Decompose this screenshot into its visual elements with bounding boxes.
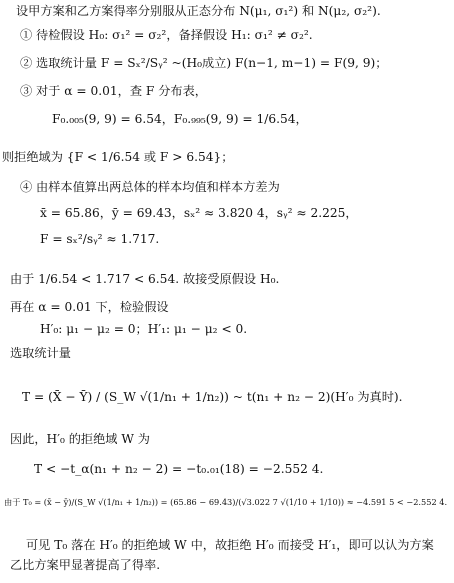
text-line: F = sₓ²/sᵧ² ≈ 1.717. — [40, 232, 160, 246]
text-line: F₀.₀₀₅(9, 9) = 6.54，F₀.₉₉₅(9, 9) = 1/6.54， — [52, 112, 308, 126]
text-line: 设甲方案和乙方案得率分别服从正态分布 N(μ₁, σ₁²) 和 N(μ₂, σ₂²). — [16, 4, 381, 18]
text-line: T < −t_α(n₁ + n₂ − 2) = −t₀.₀₁(18) = −2.552 4. — [34, 462, 324, 476]
text-line: 选取统计量 — [10, 346, 71, 360]
text-line: T = (X̄ − Ȳ) / (S_W √(1/n₁ + 1/n₂)) ~ t(n₁ + n₂ − 2)(H′₀ 为真时). — [22, 390, 403, 404]
text-line: 由于 1/6.54 < 1.717 < 6.54. 故接受原假设 H₀. — [10, 272, 280, 286]
text-line: 则拒绝域为 {F < 1/6.54 或 F > 6.54}； — [2, 150, 234, 164]
text-line: ① 待检假设 H₀: σ₁² = σ₂²，备择假设 H₁: σ₁² ≠ σ₂². — [20, 28, 313, 42]
text-line: 乙比方案甲显著提高了得率. — [10, 558, 161, 572]
text-line: 再在 α = 0.01 下，检验假设 — [10, 300, 169, 314]
text-line: 由于 T₀ = (x̄ − ȳ)/(S_W √(1/n₁ + 1/n₂)) = (65.86 − 69.43)/(√3.022 7 √(1/10 + 1/10)) ≈ −4.591 5 < −2.552 4. — [4, 497, 448, 507]
text-line: 可见 T₀ 落在 H′₀ 的拒绝域 W 中，故拒绝 H′₀ 而接受 H′₁，即可以认为方案 — [26, 538, 434, 552]
text-line: ③ 对于 α = 0.01，查 F 分布表， — [20, 84, 207, 98]
text-line: ② 选取统计量 F = Sₓ²/Sᵧ² ~(H₀成立) F(n−1, m−1) = F(9, 9)； — [20, 56, 388, 70]
text-line: x̄ = 65.86，ȳ = 69.43，sₓ² ≈ 3.820 4，sᵧ² ≈ 2.225， — [40, 206, 358, 220]
text-line: ④ 由样本值算出两总体的样本均值和样本方差为 — [20, 180, 280, 194]
text-line: H′₀: μ₁ − μ₂ = 0；H′₁: μ₁ − μ₂ < 0. — [40, 322, 248, 336]
text-line: 因此，H′₀ 的拒绝域 W 为 — [10, 432, 150, 446]
